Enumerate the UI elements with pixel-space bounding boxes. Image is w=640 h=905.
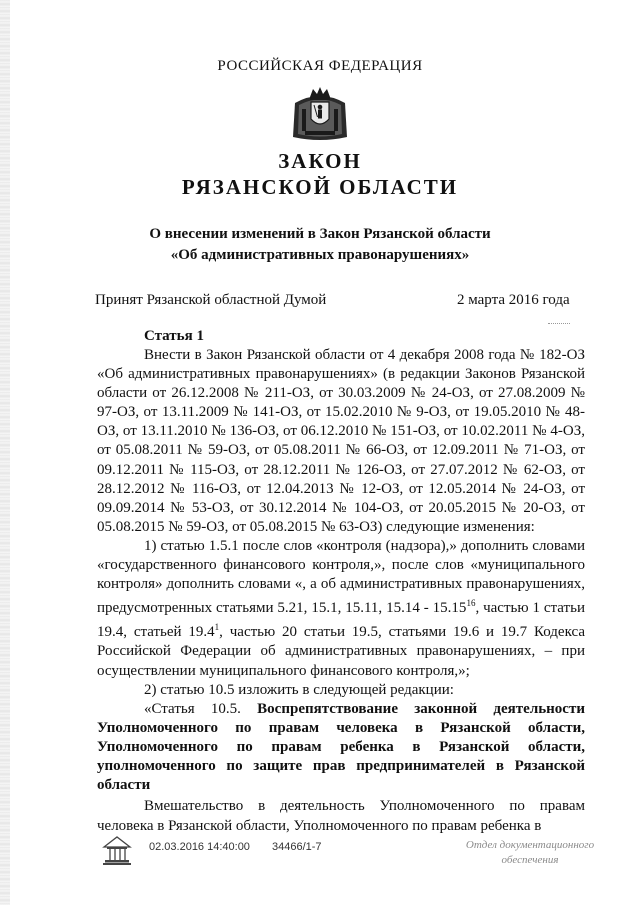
article-10-5-title: Воспрепятствование законной деятельности Уполномоченного по правам человека в Рязанской области, Уполномоченного по правам ребенка в Рязанской области, уполномоченного по защите прав предпринимателей в Рязанской области [97, 700, 585, 794]
federation-title: РОССИЙСКАЯ ФЕДЕРАЦИЯ [217, 58, 423, 74]
law-subject [0, 224, 640, 266]
item-1-text-middle: , частью 1 статьи 19.4, статьей 19.4 [97, 600, 585, 641]
item-1-text-start: 1) статью 1.5.1 после слов «контроля (надзора),» дополнить словами «государственного финансового контроля,», после слов «муниципального контроля» дополнить словами «, а об административных правонарушениях, предусмотренных статьями 5.21, 15.1, 15.11, 15.14 - 15.15 [97, 537, 585, 617]
law-title-line1: ЗАКОН [278, 149, 362, 173]
stamp-line-2: обеспечения [501, 854, 559, 866]
law-title-line2: РЯЗАНСКОЙ ОБЛАСТИ [181, 175, 459, 199]
law-title [0, 148, 640, 200]
article-1-item-1 [97, 537, 585, 681]
article-1-body [97, 346, 585, 795]
item-1-superscript-16: 16 [466, 598, 476, 609]
stamp-line-1: Отдел документационного [465, 839, 595, 851]
article-10-5-text: Вмешательство в деятельность Уполномоченного по правам человека в Рязанской области, Уполномоченного по правам ребенка в [97, 798, 585, 834]
scan-edge [0, 0, 10, 905]
article-10-5-prefix: «Статья 10.5. [144, 700, 241, 717]
department-stamp [455, 838, 605, 868]
footer-registration-number: 34466/1-7 [272, 841, 322, 853]
article-1-item-2: 2) статью 10.5 изложить в следующей редакции: [144, 681, 454, 698]
ryazan-coat-of-arms-icon [289, 83, 351, 145]
law-subject-line1: О внесении изменений в Закон Рязанской области [149, 226, 491, 242]
scan-mark [548, 323, 570, 327]
item-1-text-end: , частью 20 статьи 19.5, статьями 19.6 и 19.7 Кодекса Российской Федерации об административных правонарушениях, – при осуществлении муниципального финансового контроля,»; [97, 624, 585, 679]
adoption-date: 2 марта 2016 года [457, 292, 570, 308]
footer-timestamp: 02.03.2016 14:40:00 [149, 841, 250, 853]
duma-logo-icon [100, 833, 134, 867]
adopted-by: Принят Рязанской областной Думой [95, 292, 327, 308]
article-1-intro: Внести в Закон Рязанской области от 4 декабря 2008 года № 182-ОЗ «Об административных правонарушениях» (в редакции Законов Рязанской области от 26.12.2008 № 211-ОЗ, от 30.03.2009 № 24-ОЗ, от 27.08.2009 № 97-ОЗ, от 13.11.2009 № 141-ОЗ, от 15.02.2010 № 9-ОЗ, от 19.05.2010 № 48-ОЗ, от 13.11.2010 № 136-ОЗ, от 06.12.2010 № 151-ОЗ, от 10.02.2011 № 4-ОЗ, от 05.08.2011 № 59-ОЗ, от 05.08.2011 № 66-ОЗ, от 12.09.2011 № 71-ОЗ, от 09.12.2011 № 115-ОЗ, от 28.12.2011 № 126-ОЗ, от 27.07.2012 № 62-ОЗ, от 28.12.2012 № 116-ОЗ, от 12.04.2013 № 12-ОЗ, от 12.05.2014 № 24-ОЗ, от 09.09.2014 № 53-ОЗ, от 30.12.2014 № 104-ОЗ, от 20.05.2015 № 20-ОЗ, от 05.08.2015 № 59-ОЗ, от 05.08.2015 № 63-ОЗ) следующие изменения: [97, 347, 585, 535]
article-1-heading: Статья 1 [144, 328, 204, 344]
article-10-5-body [97, 796, 585, 836]
item-1-superscript-1: 1 [214, 622, 220, 633]
article-10-5-heading [97, 700, 585, 795]
law-subject-line2: «Об административных правонарушениях» [170, 247, 470, 263]
